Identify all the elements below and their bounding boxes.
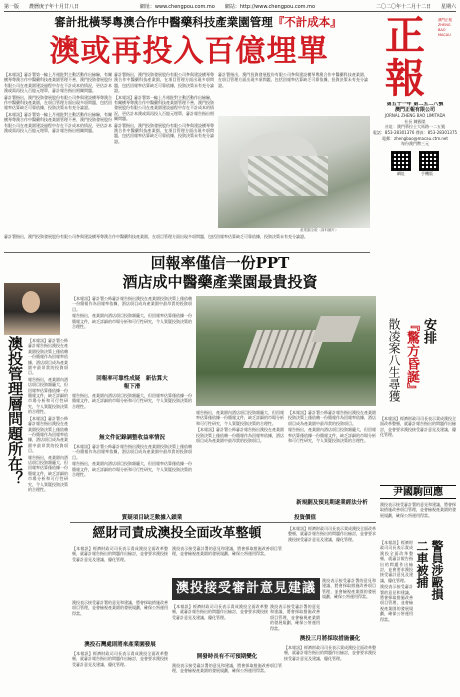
edition-strip bbox=[4, 3, 456, 12]
masthead-logo bbox=[374, 14, 436, 100]
edition-date: 二〇二〇年十二月十二日 星期六 bbox=[375, 4, 456, 10]
subhead-8: 澳投石灣處則將來產業園發展 bbox=[84, 642, 156, 648]
article-col-8: 【本報訊】審計署公佈審計報告指出澳投在產業園投資決策上僅依賴一份簡報作為回報率依據，酒店項目成為產業園中最昂貴的投資項目。 報告指出，產業園內酒店項目投資額龐大，但回報率估算僅依據一份簡報文件，缺乏詳細的市場分析和可行性研究，令人質疑投資決策的合理性。 bbox=[288, 410, 376, 444]
subhead-9: 澳投三月將採取措施優化 bbox=[299, 636, 361, 642]
publisher-info bbox=[372, 102, 458, 270]
kicker-prefix: 審計批橫琴粵澳合作中醫藥科技產業園管理 bbox=[54, 15, 273, 29]
logo-char-top: 正 bbox=[385, 12, 425, 59]
article-col-14: 【本報訊】經濟財政司司長表示責成澳投全面改革整頓，就審計報告指出的問題作出檢討，並會要求澳投接受審計意見及建議，優化管理。 bbox=[72, 651, 168, 667]
publisher-director: 社長 陳國榮 bbox=[404, 118, 426, 124]
divider bbox=[4, 252, 370, 253]
subhead-5: 投資價值 bbox=[293, 515, 316, 521]
article-col-11: 【本報訊】經濟財政司司長表示責成澳投全面改革整頓，就審計報告指出的問題作出檢討，並會要求澳投接受審計意見及建議，優化管理。 bbox=[288, 526, 376, 542]
article-col-13: 澳投表示接受審計署的意見和建議，將會採取措施改善項目管理，並會檢視產業園的發展規劃，確保公帑運用得當。 bbox=[72, 600, 168, 616]
qr-code-mobile-icon[interactable] bbox=[419, 151, 439, 171]
publisher-phone: 電話：853-28301376 傳真：853-28301375 bbox=[372, 129, 458, 135]
article-col-12: 澳投表示接受審計署的意見和建議，將會採取措施改善項目管理，並會檢視產業園的發展規劃，確保公帑運用得當。 bbox=[322, 578, 376, 600]
article-col-15: 【本報訊】經濟財政司司長表示責成澳投全面改革整頓，就審計報告指出的問題作出檢討，並會要求澳投接受審計意見及建議，優化管理。 bbox=[172, 604, 268, 620]
article-col-6: 【本報訊】審計署公佈審計報告指出澳投在產業園投資決策上僅依賴一份簡報作為回報率依據，酒店項目成為產業園中最昂貴的投資項目。 報告指出，產業園內酒店項目投資額龐大，但回報率估算僅依據一份簡報文件，缺乏詳細的市場分析和可行性研究，令人質疑投資決策的合理性。 bbox=[72, 444, 192, 478]
publisher-email: 電郵：zhengbao@macau.ctm.net bbox=[382, 135, 448, 141]
publisher-price: 每份澳門幣三元 bbox=[401, 141, 429, 147]
bottom-headline-2: 澳投接受審計意見建議 bbox=[172, 578, 320, 600]
qr-codes bbox=[372, 151, 458, 171]
edition-left: 第一版 農曆庚子年十月廿八日 bbox=[4, 4, 80, 10]
article-col-right-3: 【本報訊】經濟財政司司長表示責成澳投全面改革整頓，就審計報告指出的問題作出檢討，並會要求澳投接受審計意見及建議，優化管理。 澳投表示接受審計署的意見和建議，將會採取措施改善項目管理，並會檢視產業園的發展規劃，確保公帑運用得當。 bbox=[380, 540, 413, 622]
logo-char-bottom: 報 bbox=[385, 55, 425, 102]
kicker-headline bbox=[28, 14, 368, 30]
right-vertical-b1: 警員涉毆損 bbox=[430, 540, 444, 600]
qr-code-website-icon[interactable] bbox=[391, 151, 411, 171]
subhead-2: 報下滑 bbox=[123, 384, 141, 390]
subhead-3: 無文件記錄調整收益率情況 bbox=[98, 435, 165, 441]
main-headline: 澳或再投入百億埋單 bbox=[49, 34, 329, 69]
subhead-4: 質疑項目缺乏數據入鎖業 bbox=[121, 515, 183, 521]
official-portrait-photo bbox=[4, 283, 60, 335]
qr-labels: 網址 手機版 bbox=[397, 170, 433, 176]
right-vertical-b2: 二車被捕 bbox=[415, 540, 429, 588]
article-col-5: 報告指出，產業園內酒店項目投資額龐大，但回報率估算僅依據一份簡報文件，缺乏詳細的市場分析和可行性研究，令人質疑投資決策的合理性。 bbox=[72, 393, 192, 409]
headline-3: 酒店成中醫藥產業園最貴投資 bbox=[122, 273, 318, 291]
aerial-photo-caption: 產業園全貌（資料圖片） bbox=[300, 228, 339, 232]
edition-website: 網址：www.chengpou.com.mo 網站：http://www.chengpou.com.mo bbox=[139, 4, 316, 10]
article-col-left: 【本報訊】審計署公佈審計報告指出澳投在產業園投資決策上僅依賴一份簡報作為回報率依據，酒店項目成為產業園中最昂貴的投資項目。 報告指出，產業園內酒店項目投資額龐大，但回報率估算僅依據一份簡報文件，缺乏詳細的市場分析和可行性研究，令人質疑投資決策的合理性。 【本報訊】審計署公佈審計報告指出澳投在產業園投資決策上僅依賴一份簡報作為回報率依據，酒店項目成為產業園中最昂貴的投資項目。 報告指出，產業園內酒店項目投資額龐大，但回報率估算僅依據一份簡報文件，缺乏詳細的市場分析和可行性研究，令人質疑投資決策的合理性。 bbox=[28, 338, 68, 492]
article-strip: 審計署指出，澳門投資發展股份有限公司參與建設橫琴粵澳合作中醫藥科技產業園，在項目管理方面出現多項問題，包括回報率估算缺乏可靠依據，投資決策未有充分論證。 bbox=[4, 234, 308, 239]
right-vertical-1: 安排 bbox=[421, 318, 436, 344]
right-vertical-3: 散凌案八生尋獲 bbox=[387, 318, 401, 402]
article-col-9: 【本報訊】經濟財政司司長表示責成澳投全面改革整頓，就審計報告指出的問題作出檢討，並會要求澳投接受審計意見及建議，優化管理。 bbox=[72, 546, 168, 562]
hotel-rendering-photo bbox=[196, 296, 376, 406]
headline-2: 回報率僅信一份PPT bbox=[150, 254, 290, 272]
right-box-headline: 尹國駒回應 bbox=[380, 485, 456, 499]
article-col-17: 澳投表示接受審計署的意見和建議，將會採取措施改善項目管理，並會檢視產業園的發展規劃，確保公帑運用得當。 bbox=[270, 604, 320, 631]
article-col-16: 澳投表示接受審計署的意見和建議，將會採取措施改善項目管理，並會檢視產業園的發展規劃，確保公帑運用得當。 bbox=[172, 663, 282, 674]
article-col-1: 【本報訊】審計署第一輪上月週批對主動活動作出檢驗，有關橫琴粵澳合作中醫藥科技產業園管理不善，澳門投資發展股份有限公司在產業園建設過程中存在不計成本的情況，更估計本澳或需再投入百億元埋單，審計報告指出相關問題。 審計署指出，澳門投資發展股份有限公司參與建設橫琴粵澳合作中醫藥科技產業園，在項目管理方面出現多項問題，包括回報率估算缺乏可靠依據，投資決策未有充分論證。 【本報訊】審計署第一輪上月週批對主動活動作出檢驗，有關橫琴粵澳合作中醫藥科技產業園管理不善，澳門投資發展股份有限公司在產業園建設過程中存在不計成本的情況，更估計本澳或需再投入百億元埋單，審計報告指出相關問題。 bbox=[4, 72, 112, 134]
article-col-7: 報告指出，產業園內酒店項目投資額龐大，但回報率估算僅依據一份簡報文件，缺乏詳細的市場分析和可行性研究，令人質疑投資決策的合理性。 【本報訊】審計署公佈審計報告指出澳投在產業園投資決策上僅依賴一份簡報作為回報率依據，酒店項目成為產業園中最昂貴的投資項目。 bbox=[196, 410, 284, 444]
bottom-headline-1: 經財司責成澳投全面改革整頓 bbox=[92, 526, 262, 541]
vertical-headline: 澳投管理層問題所在？ bbox=[6, 336, 24, 486]
subhead-1: 回報率可靠性成疑 新估算大 bbox=[96, 376, 168, 382]
subhead-7: 新規劃及預見期遂業經法分析 bbox=[296, 500, 368, 506]
industrial-park-aerial-photo bbox=[218, 116, 370, 228]
logo-side-text: 澳門正報 ZHENG BAO MACAU bbox=[438, 18, 452, 37]
issue-number: 第五十一年 第二五二八號 bbox=[386, 102, 444, 107]
publisher-name: 澳門正報有限公司 bbox=[394, 106, 435, 113]
article-col-2: 審計署指出，澳門投資發展股份有限公司參與建設橫琴粵澳合作中醫藥科技產業園，在項目管理方面出現多項問題，包括回報率估算缺乏可靠依據，投資決策未有充分論證。 【本報訊】審計署第一輪上月週批對主動活動作出檢驗，有關橫琴粵澳合作中醫藥科技產業園管理不善，澳門投資發展股份有限公司在產業園建設過程中存在不計成本的情況，更估計本澳或需再投入百億元埋單，審計報告指出相關問題。 審計署指出，澳門投資發展股份有限公司參與建設橫琴粵澳合作中醫藥科技產業園，在項目管理方面出現多項問題，包括回報率估算缺乏可靠依據，投資決策未有充分論證。 bbox=[114, 72, 214, 144]
subhead-10: 開發時長有不可預期變化 bbox=[196, 654, 258, 660]
article-col-right-2: 澳投表示接受審計署的意見和建議，將會採取措施改善項目管理，並會檢視產業園的發展規劃，確保公帑運用得當。 bbox=[380, 502, 456, 518]
right-vertical-2: 『驚方昏誕』 bbox=[404, 318, 419, 396]
article-col-right-1: 【本報訊】經濟財政司司長表示責成澳投全面改革整頓，就審計報告指出的問題作出檢討，並會要求澳投接受審計意見及建議，優化管理。 bbox=[380, 416, 456, 438]
article-col-3: 審計署指出，澳門投資發展股份有限公司參與建設橫琴粵澳合作中醫藥科技產業園，在項目管理方面出現多項問題，包括回報率估算缺乏可靠依據，投資決策未有充分論證。 bbox=[218, 72, 368, 88]
publisher-name-pt: JORNAL ZHENG BAO LIMITADA bbox=[384, 113, 446, 119]
kicker-quote: 『不計成本』 bbox=[272, 15, 342, 29]
article-col-18: 【本報訊】經濟財政司司長表示責成澳投全面改革整頓，就審計報告指出的問題作出檢討，並會要求澳投接受審計意見及建議，優化管理。 bbox=[284, 645, 376, 661]
divider-2 bbox=[70, 522, 376, 523]
article-col-4: 【本報訊】審計署公佈審計報告指出澳投在產業園投資決策上僅依賴一份簡報作為回報率依據，酒店項目成為產業園中最昂貴的投資項目。 報告指出，產業園內酒店項目投資額龐大，但回報率估算僅依據一份簡報文件，缺乏詳細的市場分析和可行性研究，令人質疑投資決策的合理性。 bbox=[72, 296, 192, 330]
publisher-address: 社址：澳門慕拉士大馬路一二五號 bbox=[385, 124, 445, 130]
article-col-10: 澳投表示接受審計署的意見和建議，將會採取措施改善項目管理，並會檢視產業園的發展規劃，確保公帑運用得當。 bbox=[172, 546, 282, 557]
